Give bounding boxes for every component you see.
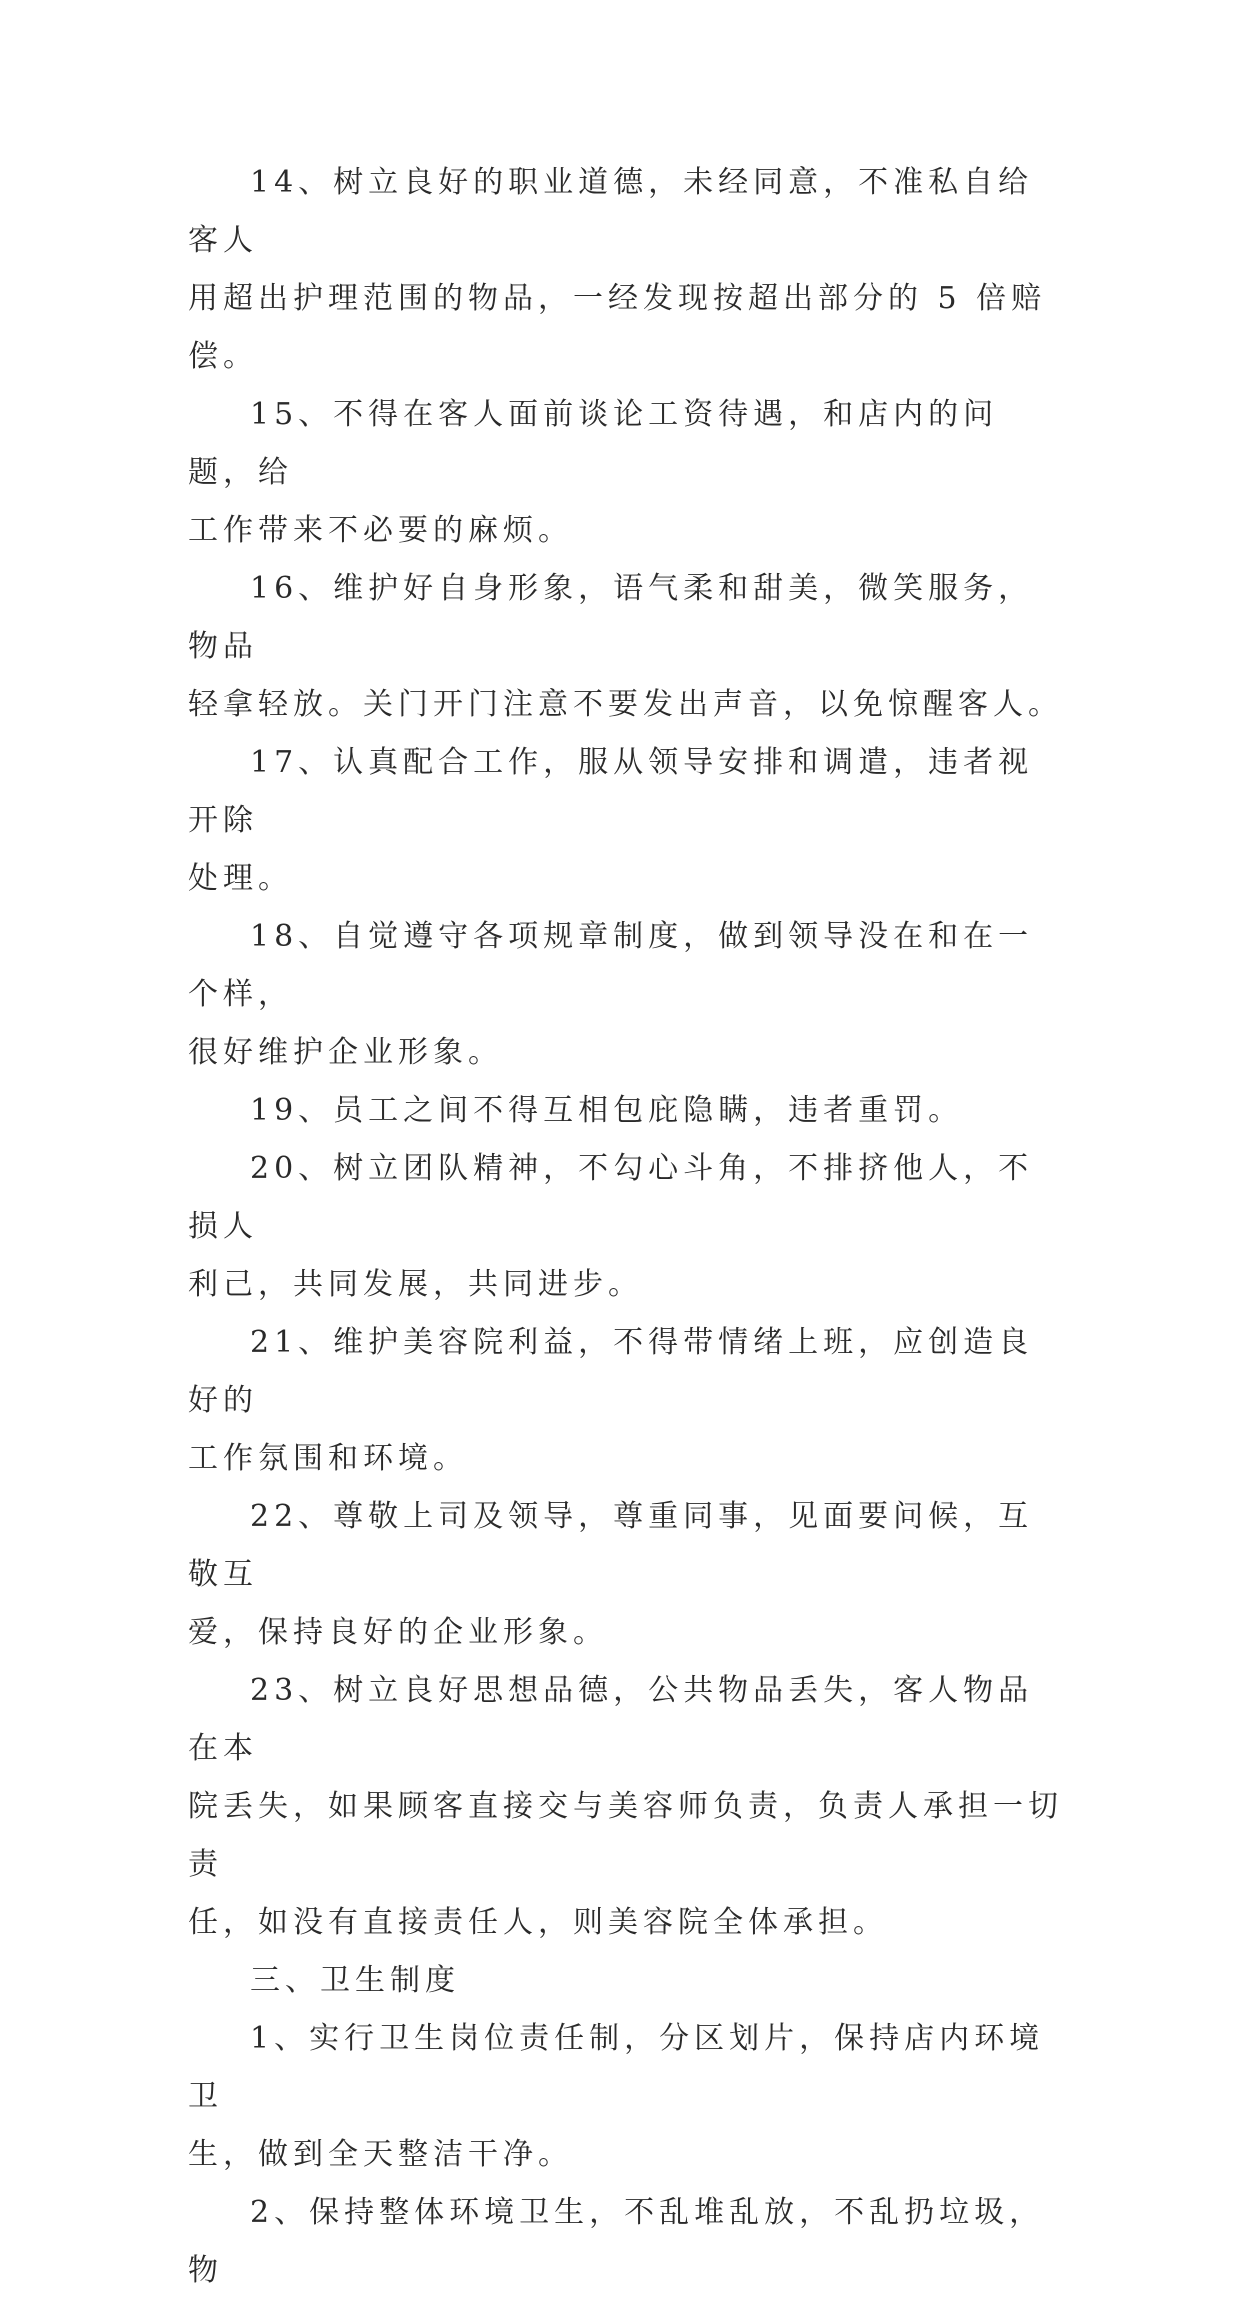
paragraph [188,1952,1068,2010]
paragraph-line: 处理。 [188,861,293,896]
paragraph-line: 20、树立团队精神，不勾心斗角，不排挤他人，不损人 [188,1151,1034,1244]
paragraph-line: 21、维护美容院利益，不得带情绪上班，应创造良好的 [188,1325,1034,1418]
paragraph [188,1314,1068,1488]
paragraph [188,908,1068,1082]
paragraph [188,1662,1068,1952]
paragraph [188,2184,1068,2300]
paragraph-line: 1、实行卫生岗位责任制，分区划片，保持店内环境卫 [188,2021,1045,2114]
paragraph-line: 19、员工之间不得互相包庇隐瞒，违者重罚。 [250,1093,964,1128]
paragraph-line: 三、卫生制度 [250,1963,460,1998]
paragraph-line: 利己，共同发展，共同进步。 [188,1267,643,1302]
paragraph-line: 15、不得在客人面前谈论工资待遇，和店内的问题，给 [188,397,999,490]
paragraph-line: 18、自觉遵守各项规章制度，做到领导没在和在一个样， [188,919,1034,1012]
document-body [188,154,1068,2300]
paragraph [188,154,1068,386]
paragraph [188,1082,1068,1140]
paragraph-line: 生，做到全天整洁干净。 [188,2137,573,2172]
paragraph [188,386,1068,560]
paragraph [188,1140,1068,1314]
paragraph-line: 17、认真配合工作，服从领导安排和调遣，违者视开除 [188,745,1034,838]
paragraph [188,2010,1068,2184]
paragraph-line: 很好维护企业形象。 [188,1035,503,1070]
paragraph [188,560,1068,734]
paragraph-line: 2、保持整体环境卫生，不乱堆乱放，不乱扔垃圾，物 [188,2195,1045,2288]
paragraph-line: 爱，保持良好的企业形象。 [188,1615,608,1650]
paragraph-line: 工作氛围和环境。 [188,1441,468,1476]
paragraph-line: 14、树立良好的职业道德，未经同意，不准私自给客人 [188,165,1034,258]
paragraph-line: 任，如没有直接责任人，则美容院全体承担。 [188,1905,888,1940]
paragraph [188,734,1068,908]
paragraph-line: 23、树立良好思想品德，公共物品丢失，客人物品在本 [188,1673,1034,1766]
paragraph-line: 轻拿轻放。关门开门注意不要发出声音，以免惊醒客人。 [188,687,1063,722]
paragraph [188,1488,1068,1662]
paragraph-line: 院丢失，如果顾客直接交与美容师负责，负责人承担一切责 [188,1789,1063,1882]
paragraph-line: 用超出护理范围的物品，一经发现按超出部分的 5 倍赔偿。 [188,281,1047,374]
paragraph-line: 工作带来不必要的麻烦。 [188,513,573,548]
paragraph-line: 16、维护好自身形象，语气柔和甜美，微笑服务，物品 [188,571,1034,664]
paragraph-line: 22、尊敬上司及领导，尊重同事，见面要问候，互敬互 [188,1499,1034,1592]
